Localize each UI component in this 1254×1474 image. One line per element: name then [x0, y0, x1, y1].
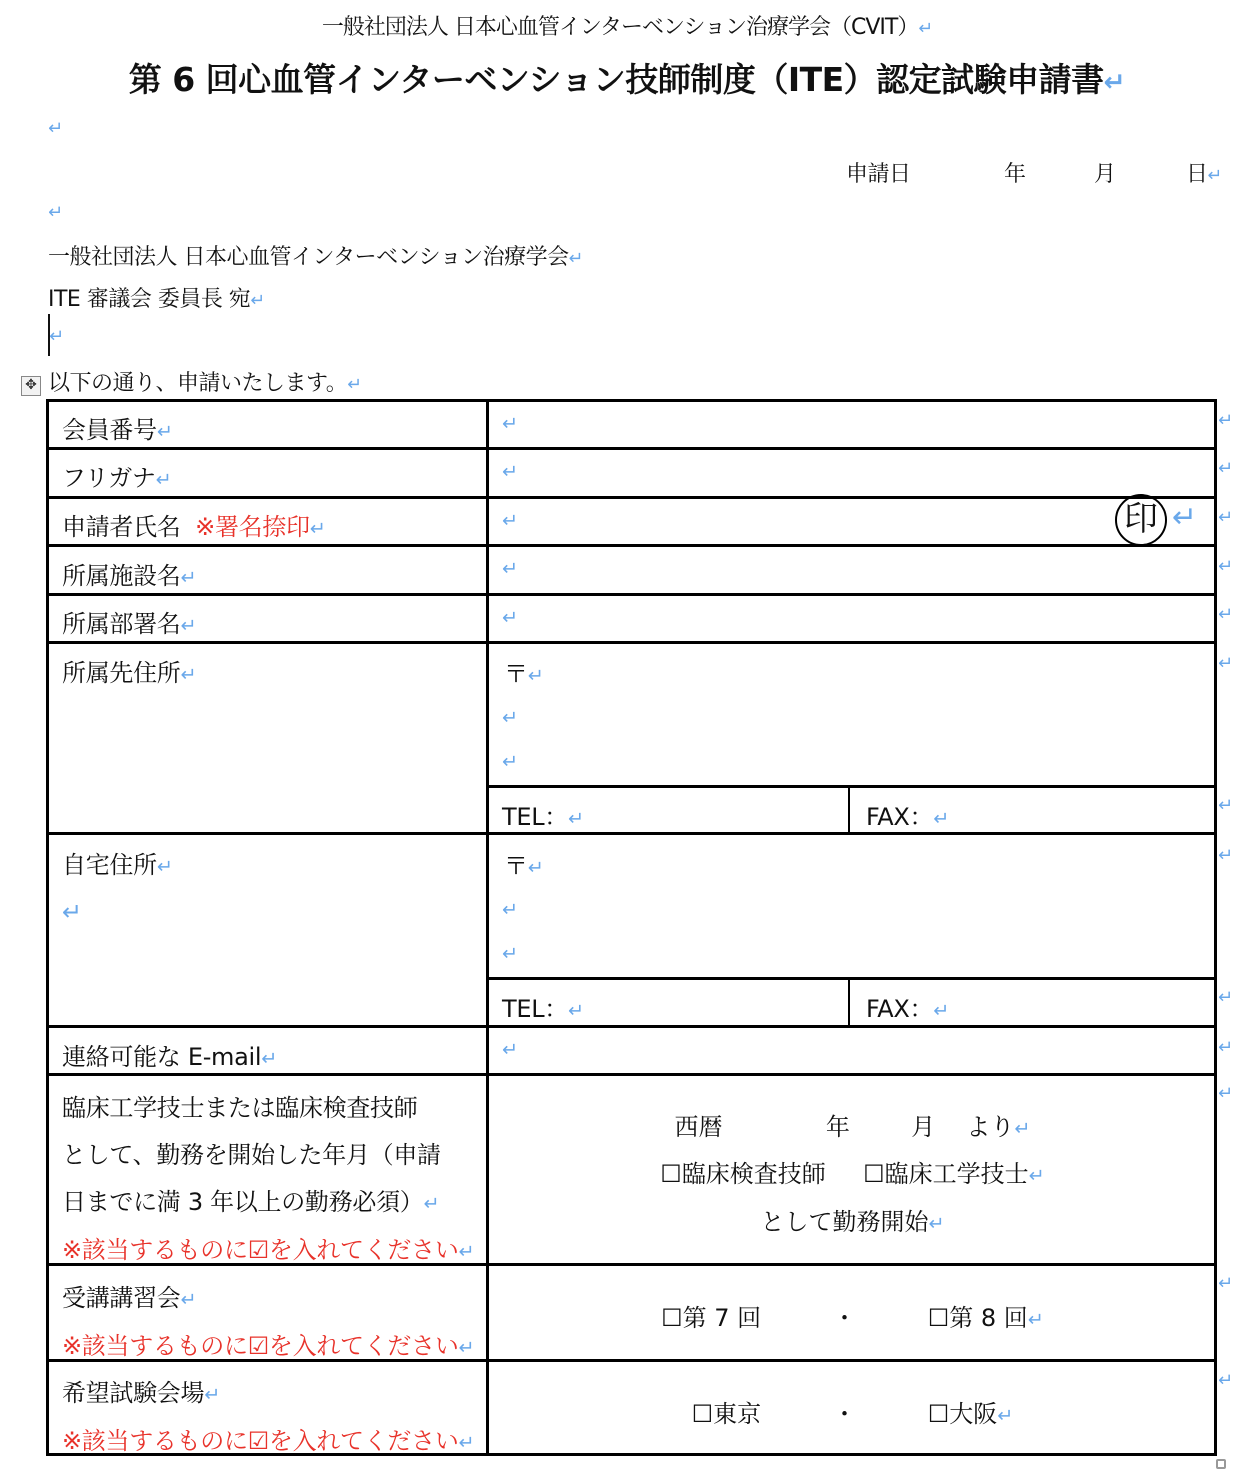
organization-header: [0, 10, 1254, 41]
email-input[interactable]: [490, 1028, 1214, 1073]
facility-name-input[interactable]: [490, 547, 1214, 593]
table-move-handle-icon[interactable]: ✥: [21, 376, 41, 396]
from-label: より: [966, 1113, 1015, 1141]
paragraph-mark-icon: ↵: [180, 663, 197, 686]
email-label: [62, 1037, 277, 1072]
page-title: [0, 54, 1254, 101]
paragraph-mark-icon: ↵: [928, 1212, 945, 1235]
label-line: [62, 1370, 474, 1418]
paragraph-mark-icon: ↵: [1218, 1037, 1234, 1058]
intro-text: [48, 366, 362, 397]
checkbox-clinical-engineer[interactable]: ☐臨床工学技士: [863, 1160, 1029, 1188]
paragraph-mark-icon: ↵: [458, 1431, 475, 1454]
postal-mark: [504, 846, 543, 881]
paragraph-mark-icon: ↵: [180, 614, 197, 637]
era-label: 西暦: [674, 1113, 723, 1141]
label-line: 臨床工学技士または臨床検査技師: [62, 1094, 418, 1122]
home-tel-input[interactable]: [490, 980, 848, 1025]
checkbox-seminar-7[interactable]: ☐第 7 回: [661, 1304, 762, 1332]
application-date: [846, 157, 911, 188]
postal-symbol: 〒: [504, 660, 528, 688]
paragraph-mark-icon: ↵: [1218, 556, 1234, 577]
furigana-label: [62, 458, 171, 493]
label-text: 日までに満 3 年以上の勤務必須）: [62, 1188, 424, 1216]
paragraph-mark-icon: ↵: [502, 942, 518, 965]
addressee-line-1: [48, 240, 583, 271]
paragraph-mark-icon: ↵: [502, 750, 518, 773]
paragraph-mark-icon: ↵: [1218, 410, 1234, 431]
fax-label: FAX：: [866, 995, 934, 1023]
addressee-org: 一般社団法人 日本心血管インターベンション治療学会: [48, 245, 569, 270]
applicant-name-input[interactable]: [490, 499, 1110, 544]
label-text: フリガナ: [62, 464, 156, 492]
paragraph-mark-icon: ↵: [48, 202, 64, 223]
paragraph-mark-icon: ↵: [48, 118, 64, 139]
day-label: 日: [1186, 162, 1208, 187]
member-number-label: [62, 410, 173, 445]
employment-date-line: [490, 1107, 1215, 1142]
check-instruction-note: [62, 1227, 474, 1275]
paragraph-mark-icon: ↵: [1218, 507, 1234, 528]
paragraph-mark-icon: ↵: [458, 1336, 475, 1359]
paragraph-mark-icon: ↵: [1218, 1370, 1234, 1391]
paragraph-mark-icon: ↵: [502, 898, 518, 921]
paragraph-mark-icon: ↵: [1218, 795, 1234, 816]
paragraph-mark-icon: ↵: [423, 1192, 440, 1215]
table-border: [848, 977, 850, 1027]
work-fax-input[interactable]: [851, 788, 1214, 832]
tel-label: TEL：: [502, 995, 568, 1023]
paragraph-mark-icon: ↵: [918, 19, 933, 39]
exam-venue-label: [62, 1370, 474, 1466]
paragraph-mark-icon: ↵: [1218, 987, 1234, 1008]
furigana-input[interactable]: [490, 450, 1214, 496]
label-text: 所属部署名: [62, 610, 181, 638]
addressee-recipient: ITE 審議会 委員長 宛: [48, 287, 251, 312]
paragraph-mark-icon: ↵: [1027, 1308, 1044, 1331]
suffix-text: として勤務開始: [760, 1208, 929, 1236]
paragraph-mark-icon: ↵: [62, 898, 82, 926]
paragraph-mark-icon: ↵: [155, 468, 172, 491]
department-name-input[interactable]: [490, 596, 1214, 641]
home-address-input[interactable]: [490, 835, 1214, 977]
paragraph-mark-icon: ↵: [49, 326, 65, 347]
title-text: 第 6 回心血管インターベンション技師制度（ITE）認定試験申請書: [128, 60, 1104, 99]
paragraph-mark-icon: ↵: [568, 807, 584, 830]
paragraph-mark-icon: ↵: [933, 807, 950, 830]
paragraph-mark-icon: ↵: [156, 420, 173, 443]
date-year-field[interactable]: 年: [1004, 162, 1026, 187]
date-label: 申請日: [846, 162, 911, 187]
paragraph-mark-icon: ↵: [458, 1240, 475, 1263]
paragraph-mark-icon: ↵: [502, 606, 518, 629]
addressee-line-2: [48, 282, 265, 313]
date-day-field[interactable]: [1186, 157, 1222, 188]
year-label: 年: [825, 1113, 850, 1141]
paragraph-mark-icon: ↵: [502, 509, 518, 532]
paragraph-mark-icon: ↵: [1218, 1273, 1234, 1294]
checkbox-seminar-8[interactable]: ☐第 8 回: [927, 1304, 1028, 1332]
label-line: として、勤務を開始した年月（申請: [62, 1141, 441, 1169]
table-border: [46, 1073, 1217, 1076]
table-resize-handle-icon[interactable]: [1216, 1459, 1226, 1469]
paragraph-mark-icon: ↵: [933, 999, 950, 1022]
paragraph-mark-icon: ↵: [156, 855, 173, 878]
paragraph-mark-icon: ↵: [1103, 67, 1126, 98]
label-text: 申請者氏名: [62, 513, 181, 541]
checkbox-venue-tokyo[interactable]: ☐東京: [691, 1400, 762, 1428]
label-text: 自宅住所: [62, 851, 157, 879]
label-text: 連絡可能な E-mail: [62, 1043, 262, 1071]
table-border: [848, 785, 850, 835]
paragraph-mark-icon: ↵: [180, 566, 197, 589]
separator: ・: [832, 1400, 857, 1428]
paragraph-mark-icon: ↵: [309, 517, 326, 540]
intro-sentence: 以下の通り、申請いたします。: [48, 371, 348, 396]
qualification-options: [490, 1154, 1215, 1189]
label-line: [62, 1179, 474, 1227]
label-text: 希望試験会場: [62, 1379, 205, 1407]
member-number-input[interactable]: [490, 402, 1214, 447]
table-border: [486, 399, 489, 1456]
paragraph-mark-icon: ↵: [997, 1404, 1014, 1427]
tel-label: TEL：: [502, 803, 568, 831]
seal-stamp-icon: 印: [1115, 494, 1167, 546]
employment-start-label: [62, 1085, 474, 1275]
seminar-label: [62, 1275, 474, 1371]
note-text: ※該当するものに☑を入れてください: [62, 1236, 459, 1264]
paragraph-mark-icon: ↵: [1218, 653, 1234, 674]
paragraph-mark-icon: ↵: [347, 375, 362, 395]
label-text: 会員番号: [62, 416, 157, 444]
home-address-label: [62, 845, 173, 880]
month-label: 月: [911, 1113, 936, 1141]
date-month-field[interactable]: 月: [1094, 162, 1116, 187]
work-address-label: [62, 653, 196, 688]
checkbox-venue-osaka[interactable]: ☐大阪: [927, 1400, 998, 1428]
applicant-name-label: [62, 507, 326, 542]
paragraph-mark-icon: ↵: [1207, 166, 1222, 186]
paragraph-mark-icon: ↵: [502, 460, 518, 483]
note-text: ※該当するものに☑を入れてください: [62, 1427, 459, 1455]
department-name-label: [62, 604, 196, 639]
label-text: 受講講習会: [62, 1284, 181, 1312]
paragraph-mark-icon: ↵: [502, 412, 518, 435]
paragraph-mark-icon: ↵: [1014, 1117, 1031, 1140]
fax-label: FAX：: [866, 803, 934, 831]
paragraph-mark-icon: ↵: [1218, 458, 1234, 479]
paragraph-mark-icon: ↵: [527, 664, 544, 687]
paragraph-mark-icon: ↵: [502, 706, 518, 729]
employment-suffix: [490, 1202, 1215, 1237]
paragraph-mark-icon: ↵: [250, 291, 265, 311]
paragraph-mark-icon: ↵: [568, 999, 584, 1022]
paragraph-mark-icon: ↵: [180, 1288, 197, 1311]
checkbox-clinical-lab-technologist[interactable]: ☐臨床検査技師: [660, 1160, 826, 1188]
table-border: [46, 399, 49, 1456]
paragraph-mark-icon: ↵: [1218, 1083, 1234, 1104]
organization-text: 一般社団法人 日本心血管インターベンション治療学会（CVIT）: [321, 15, 919, 40]
work-tel-input[interactable]: [490, 788, 848, 832]
paragraph-mark-icon: ↵: [502, 1038, 518, 1061]
postal-mark: [504, 654, 543, 689]
separator: ・: [832, 1304, 857, 1332]
paragraph-mark-icon: ↵: [568, 249, 583, 269]
paragraph-mark-icon: ↵: [1218, 845, 1234, 866]
paragraph-mark-icon: ↵: [204, 1383, 220, 1406]
work-address-input[interactable]: [490, 644, 1214, 785]
check-instruction-note: [62, 1323, 474, 1371]
signature-required-note: ※署名捺印: [195, 513, 310, 541]
home-fax-input[interactable]: [851, 980, 1214, 1025]
paragraph-mark-icon: ↵: [527, 856, 544, 879]
paragraph-mark-icon: ↵: [502, 557, 518, 580]
paragraph-mark-icon: ↵: [1028, 1164, 1045, 1187]
label-line: [62, 1275, 474, 1323]
postal-symbol: 〒: [504, 852, 528, 880]
label-text: 所属先住所: [62, 659, 181, 687]
facility-name-label: [62, 556, 196, 591]
paragraph-mark-icon: ↵: [1172, 500, 1198, 535]
label-text: 所属施設名: [62, 562, 181, 590]
check-instruction-note: [62, 1418, 474, 1466]
exam-venue-options: [490, 1394, 1215, 1429]
paragraph-mark-icon: ↵: [261, 1047, 278, 1070]
paragraph-mark-icon: ↵: [1218, 604, 1234, 625]
seminar-options: [490, 1298, 1215, 1333]
note-text: ※該当するものに☑を入れてください: [62, 1332, 459, 1360]
